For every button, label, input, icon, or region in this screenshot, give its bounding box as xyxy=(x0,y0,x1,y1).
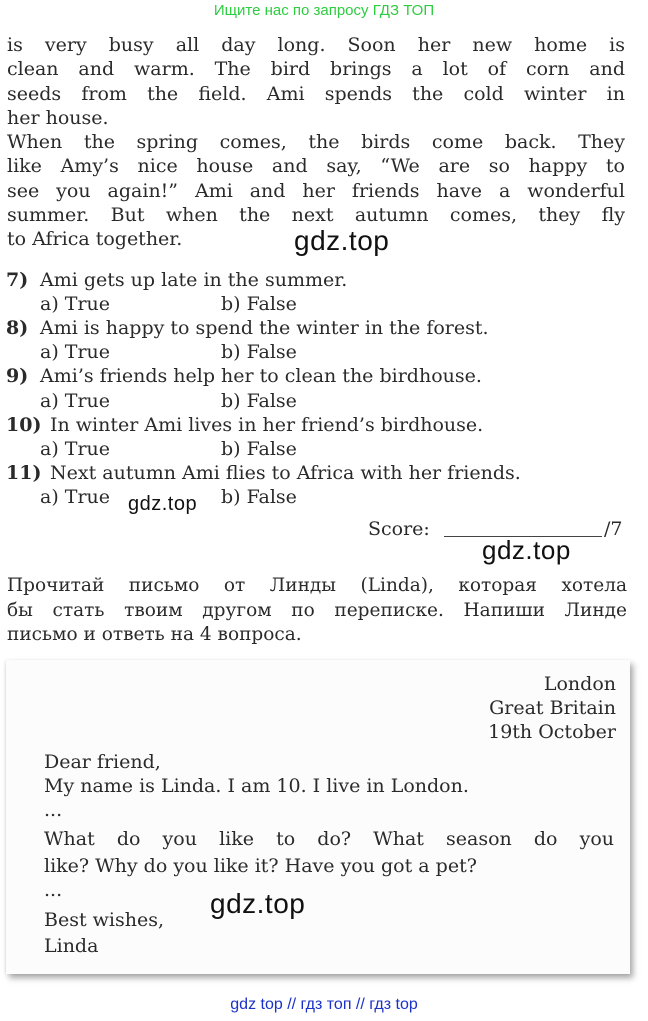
question-text: In winter Ami lives in her friend’s birdhouse. xyxy=(50,414,484,436)
letter-intro: My name is Linda. I am 10. I live in London. xyxy=(44,775,469,797)
letter-questions: What do you like to do? What season do you xyxy=(44,828,614,850)
question-text: Next autumn Ami flies to Africa with her friends. xyxy=(50,462,521,484)
question-text: Ami’s friends help her to clean the birdhouse. xyxy=(40,365,482,387)
letter-ellipsis: ... xyxy=(44,879,63,901)
question-7 xyxy=(6,269,347,291)
task-line: письмо и ответь на 4 вопроса. xyxy=(7,624,302,645)
option-false[interactable]: b) False xyxy=(221,486,297,508)
story-line: clean and warm. The bird brings a lot of corn and xyxy=(7,58,625,81)
score-label: Score: xyxy=(368,518,430,540)
question-number: 10) xyxy=(6,414,42,436)
story-line: see you again!” Ami and her friends have a wonderful xyxy=(7,179,625,202)
story-line: When the spring comes, the birds come back. They xyxy=(7,131,625,153)
watermark: gdz.top xyxy=(294,225,390,256)
letter-city: London xyxy=(543,673,616,695)
watermark: gdz.top xyxy=(210,888,306,919)
question-8 xyxy=(6,317,489,339)
options-7 xyxy=(40,293,297,315)
option-false[interactable]: b) False xyxy=(221,293,297,315)
option-true[interactable]: a) True xyxy=(40,341,111,363)
option-true[interactable]: a) True xyxy=(40,438,111,460)
question-number: 8) xyxy=(6,317,29,339)
story-line: like Amy’s nice house and say, “We are so happy to xyxy=(7,155,625,178)
story-line: summer. But when the next autumn comes, they fly xyxy=(7,203,625,226)
option-false[interactable]: b) False xyxy=(221,341,297,363)
question-number: 9) xyxy=(6,365,29,387)
option-true[interactable]: a) True xyxy=(40,486,111,508)
story-line: to Africa together. xyxy=(7,228,183,251)
option-false[interactable]: b) False xyxy=(221,390,297,412)
option-false[interactable]: b) False xyxy=(221,438,297,460)
task-instruction xyxy=(7,574,627,648)
question-text: Ami gets up late in the summer. xyxy=(40,269,348,291)
top-banner: Ищите нас по запросу ГДЗ ТОП xyxy=(213,2,435,19)
letter-questions: like? Why do you like it? Have you got a pet? xyxy=(44,855,477,877)
question-9 xyxy=(6,365,482,387)
option-true[interactable]: a) True xyxy=(40,390,111,412)
question-11 xyxy=(6,462,521,484)
options-9 xyxy=(40,390,297,412)
letter-date: 19th October xyxy=(488,721,616,743)
options-8 xyxy=(40,341,297,363)
task-line: Прочитай письмо от Линды (Linda), которая хотела xyxy=(7,575,627,596)
watermark: gdz.top xyxy=(128,493,198,515)
question-10 xyxy=(6,414,483,436)
story-line: her house. xyxy=(7,106,109,129)
letter-ellipsis: ... xyxy=(44,799,63,821)
story-line: is very busy all day long. Soon her new home is xyxy=(7,34,625,56)
options-10 xyxy=(40,438,297,460)
question-text: Ami is happy to spend the winter in the forest. xyxy=(40,317,489,339)
score-total: /7 xyxy=(604,518,623,540)
option-true[interactable]: a) True xyxy=(40,293,111,315)
watermark: gdz.top xyxy=(482,535,571,565)
task-line: бы стать твоим другом по переписке. Напиши Линде xyxy=(7,599,627,621)
letter-signature: Linda xyxy=(44,935,99,957)
letter-greeting: Dear friend, xyxy=(44,751,161,773)
letter-card xyxy=(6,660,630,974)
letter-country: Great Britain xyxy=(489,697,616,719)
letter-closing: Best wishes, xyxy=(44,909,164,931)
footer-links[interactable]: gdz top // гдз топ // гдз top xyxy=(230,996,418,1013)
story-paragraph-1 xyxy=(7,33,625,130)
story-line: seeds from the field. Ami spends the cold winter in xyxy=(7,82,625,105)
question-number: 7) xyxy=(6,269,29,291)
question-number: 11) xyxy=(6,462,42,484)
